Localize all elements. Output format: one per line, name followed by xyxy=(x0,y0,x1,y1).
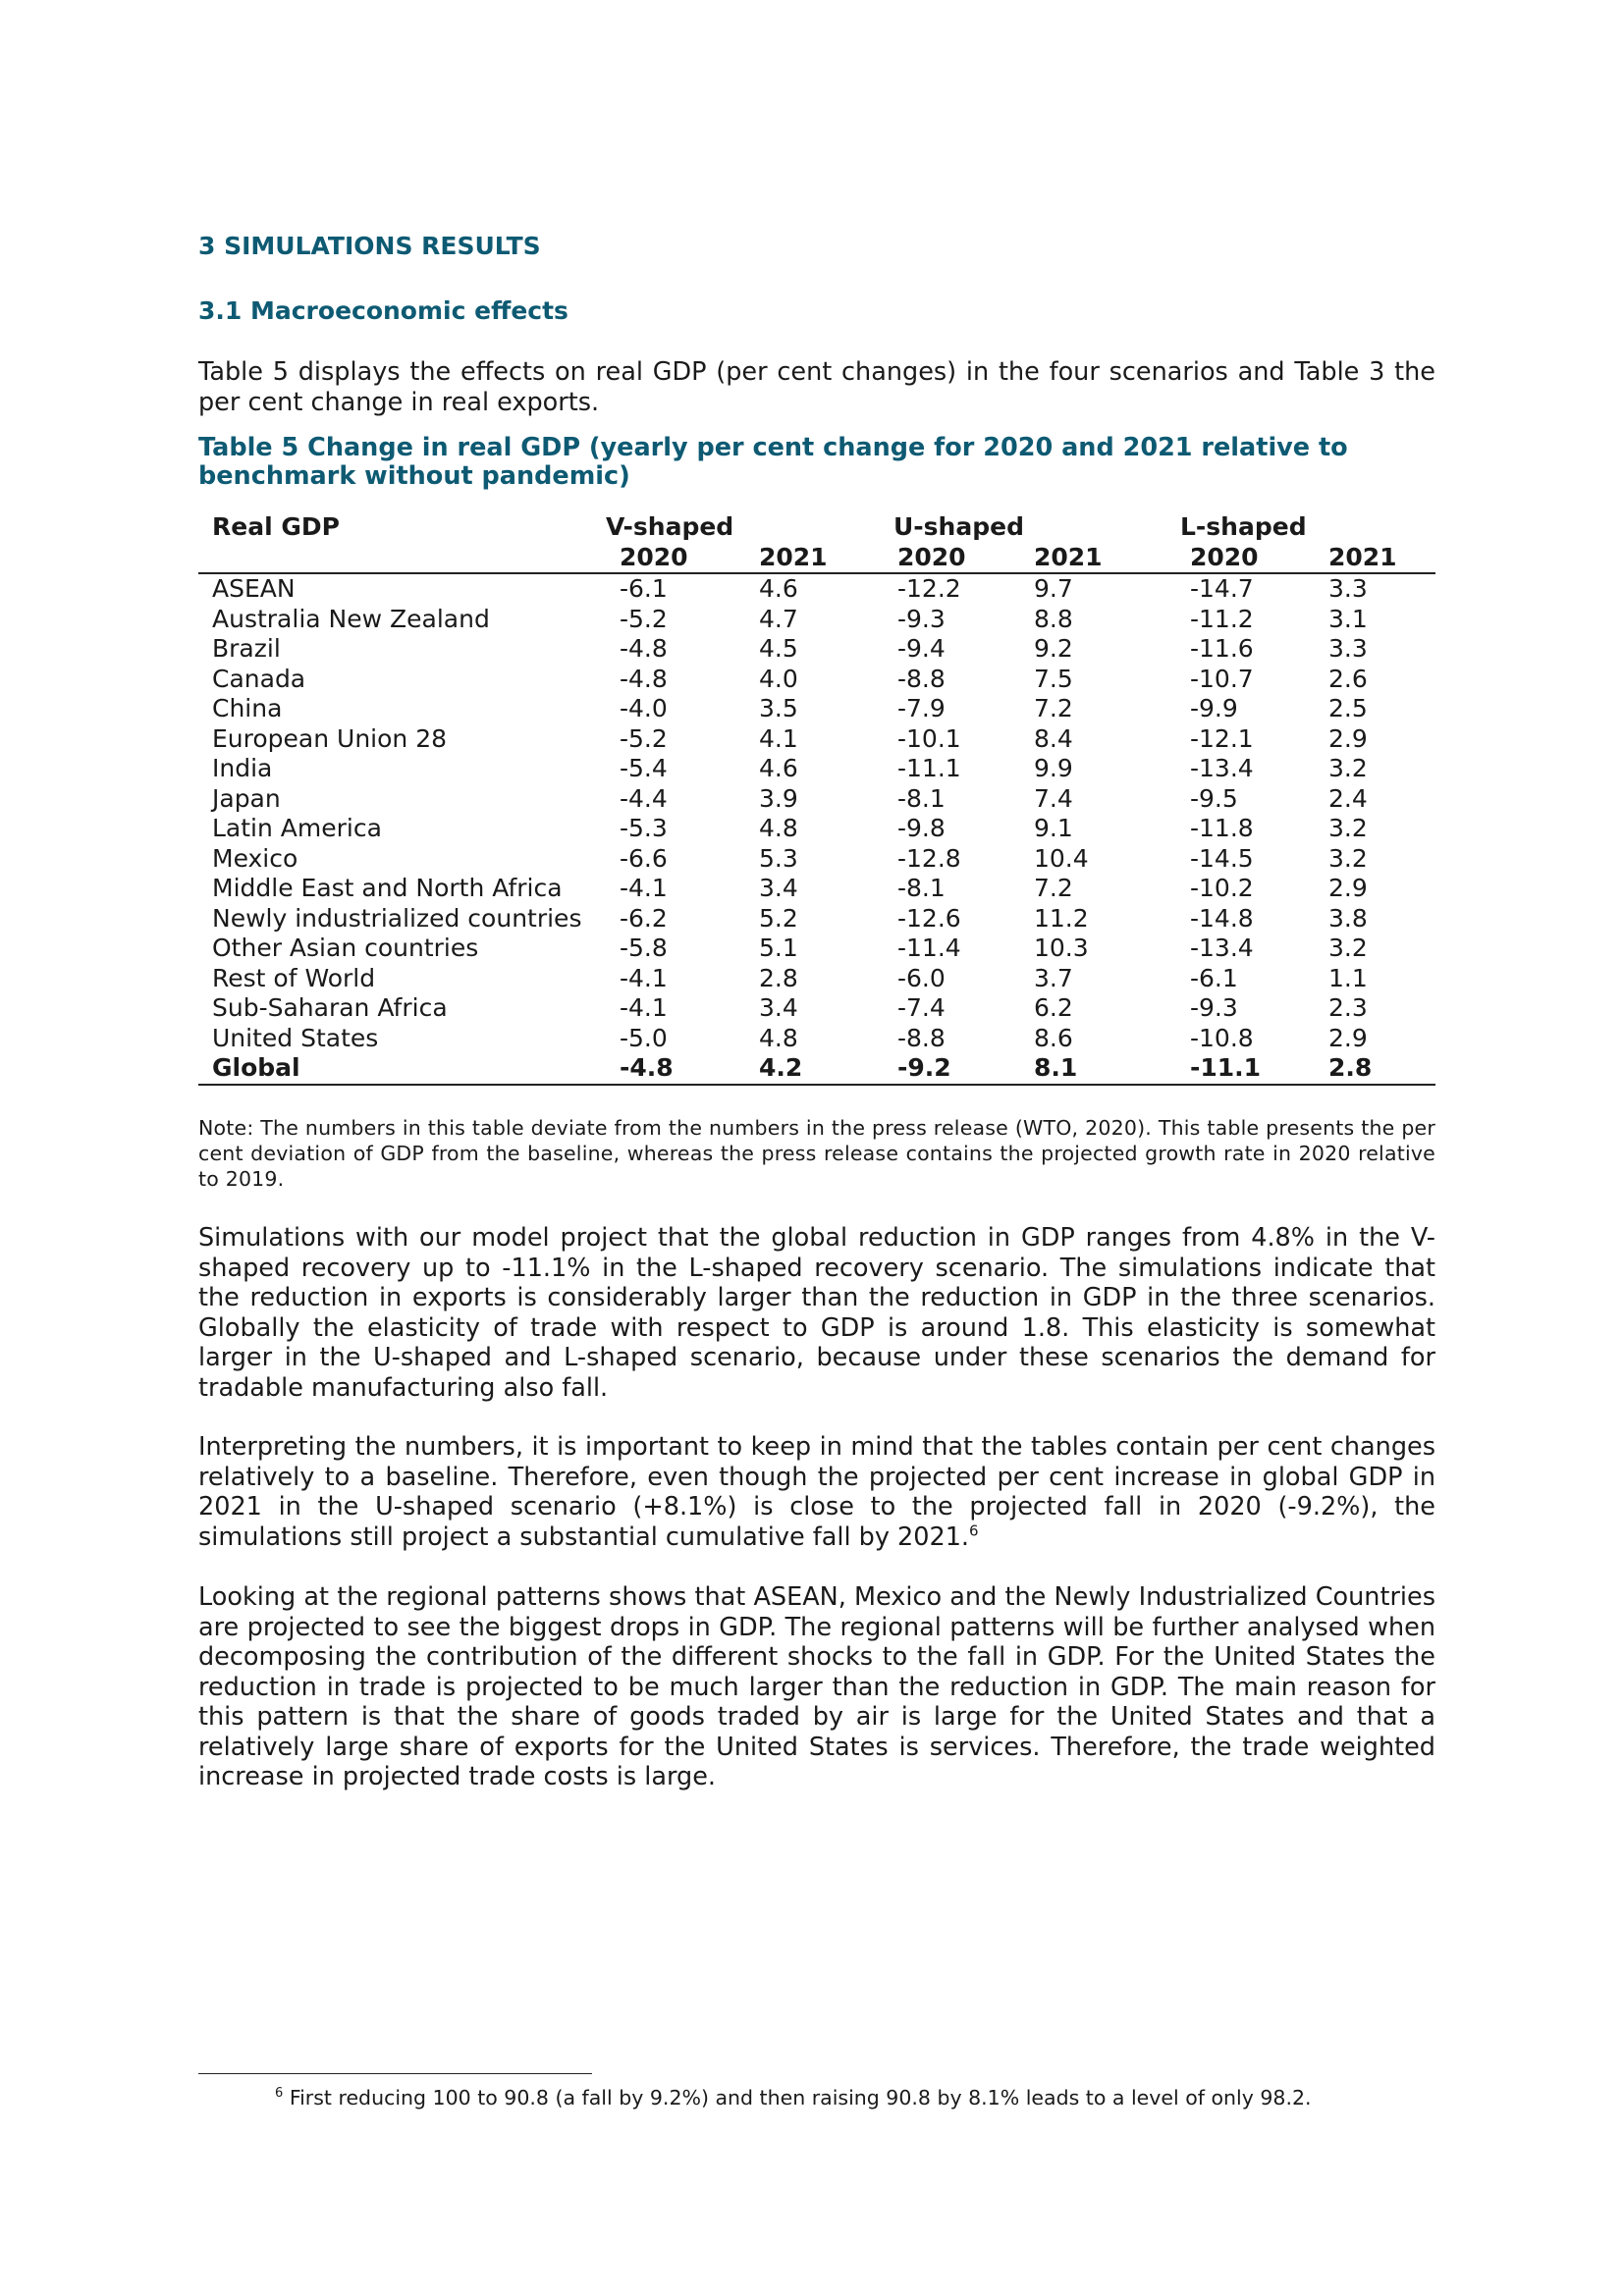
value-cell: 10.4 xyxy=(1034,843,1089,873)
table-row xyxy=(198,784,1435,815)
table-row xyxy=(198,934,1435,964)
value-cell: -9.3 xyxy=(1190,993,1238,1022)
table-row xyxy=(198,874,1435,904)
region-cell: Rest of World xyxy=(212,963,376,992)
value-cell: -7.4 xyxy=(897,993,946,1022)
table-row xyxy=(198,665,1435,695)
table-body xyxy=(198,573,1435,1085)
scenario-l-shaped: L-shaped xyxy=(1180,512,1307,541)
value-cell: -5.2 xyxy=(620,604,668,633)
year-header: 2021 xyxy=(1325,543,1435,574)
table-row xyxy=(198,1024,1435,1054)
table-header-scenarios xyxy=(198,512,1435,543)
value-cell: 7.5 xyxy=(1034,664,1073,693)
value-cell: 8.6 xyxy=(1034,1023,1073,1052)
value-cell: -7.9 xyxy=(897,694,946,722)
value-cell: 3.5 xyxy=(759,694,798,722)
table-header-years xyxy=(198,543,1435,574)
value-cell: -5.0 xyxy=(620,1023,668,1052)
value-cell: 9.7 xyxy=(1034,574,1073,603)
value-cell: -6.1 xyxy=(1190,963,1238,992)
value-cell: -9.4 xyxy=(897,634,946,663)
value-cell: -5.4 xyxy=(620,754,668,782)
value-cell: -12.2 xyxy=(897,574,961,603)
value-cell: -11.8 xyxy=(1190,814,1254,842)
value-cell: -11.2 xyxy=(1190,604,1254,633)
value-cell: 3.1 xyxy=(1328,604,1368,633)
value-cell: -13.4 xyxy=(1190,754,1254,782)
subsection-heading: 3.1 Macroeconomic effects xyxy=(198,296,568,325)
value-cell: 4.6 xyxy=(759,754,798,782)
value-cell: 3.2 xyxy=(1328,934,1368,962)
table-row xyxy=(198,993,1435,1024)
value-cell: 7.2 xyxy=(1034,874,1073,902)
table-row xyxy=(198,754,1435,784)
intro-paragraph: Table 5 displays the effects on real GDP (per cent changes) in the four scenarios and Table 3 the per cent change in real exports. xyxy=(198,357,1435,417)
region-cell: ASEAN xyxy=(212,574,296,603)
region-cell: European Union 28 xyxy=(212,723,448,753)
table-row xyxy=(198,634,1435,665)
value-cell: 2.5 xyxy=(1328,694,1368,722)
value-cell: -6.6 xyxy=(620,843,668,873)
value-cell: -4.1 xyxy=(620,963,668,992)
value-cell: 2.6 xyxy=(1328,664,1368,693)
value-cell: 4.5 xyxy=(759,634,798,663)
value-cell: -12.8 xyxy=(897,843,961,873)
region-cell: Other Asian countries xyxy=(212,934,479,962)
value-cell: 4.8 xyxy=(759,1023,798,1052)
footnote-reference[interactable]: 6 xyxy=(969,1522,979,1539)
value-cell: 4.2 xyxy=(753,1053,893,1085)
value-cell: -5.3 xyxy=(620,814,668,842)
value-cell: 4.7 xyxy=(759,604,798,633)
table-row xyxy=(198,964,1435,994)
year-header: 2020 xyxy=(1180,543,1325,574)
value-cell: -8.1 xyxy=(897,783,946,813)
value-cell: 4.1 xyxy=(759,723,798,753)
body-paragraph: Simulations with our model project that the global reduction in GDP ranges from 4.8% in the V-shaped recovery up to -11.1% in the L-shaped recovery scenario. The simulations indicate that the reduction in exports is considerably larger than the reduction in GDP in the three scenarios. Globally the elasticity of trade with respect to GDP is around 1.8. This elasticity is somewhat larger in the U-shaped and L-shaped scenario, because under these scenarios the demand for tradable manufacturing also fall. xyxy=(198,1223,1435,1403)
value-cell: 7.2 xyxy=(1034,694,1073,722)
value-cell: 3.7 xyxy=(1034,963,1073,992)
value-cell: 2.4 xyxy=(1328,783,1368,813)
scenario-v-shaped: V-shaped xyxy=(606,512,734,541)
value-cell: 11.2 xyxy=(1034,903,1089,933)
value-cell: -11.1 xyxy=(1180,1053,1325,1085)
table-row xyxy=(198,814,1435,844)
table-row xyxy=(198,694,1435,724)
value-cell: -14.7 xyxy=(1190,574,1254,603)
value-cell: 9.2 xyxy=(1034,634,1073,663)
value-cell: -6.1 xyxy=(620,574,668,603)
value-cell: -5.2 xyxy=(620,723,668,753)
table-row xyxy=(198,724,1435,755)
table-row xyxy=(198,605,1435,635)
value-cell: 2.3 xyxy=(1328,993,1368,1022)
gdp-table xyxy=(198,512,1435,1086)
value-cell: -12.1 xyxy=(1190,723,1254,753)
table-row xyxy=(198,904,1435,934)
value-cell: -8.1 xyxy=(897,874,946,902)
value-cell: 4.0 xyxy=(759,664,798,693)
value-cell: -4.4 xyxy=(620,783,668,813)
value-cell: 7.4 xyxy=(1034,783,1073,813)
value-cell: 3.3 xyxy=(1328,634,1368,663)
value-cell: 8.8 xyxy=(1034,604,1073,633)
value-cell: 4.8 xyxy=(759,814,798,842)
value-cell: 4.6 xyxy=(759,574,798,603)
value-cell: 2.8 xyxy=(1325,1053,1435,1085)
value-cell: 2.8 xyxy=(759,963,798,992)
region-cell: Australia New Zealand xyxy=(212,604,490,633)
row-header-label: Real GDP xyxy=(212,512,340,541)
region-cell: United States xyxy=(212,1023,379,1052)
value-cell: 8.4 xyxy=(1034,723,1073,753)
value-cell: -4.1 xyxy=(620,993,668,1022)
year-header-spacer xyxy=(198,543,606,574)
year-header: 2021 xyxy=(753,543,893,574)
value-cell: -11.6 xyxy=(1190,634,1254,663)
value-cell: 1.1 xyxy=(1328,963,1368,992)
value-cell: 3.4 xyxy=(759,874,798,902)
value-cell: 5.1 xyxy=(759,934,798,962)
value-cell: 3.9 xyxy=(759,783,798,813)
value-cell: 2.9 xyxy=(1328,1023,1368,1052)
value-cell: -11.4 xyxy=(897,934,961,962)
value-cell: -10.2 xyxy=(1190,874,1254,902)
value-cell: -8.8 xyxy=(897,664,946,693)
value-cell: 3.2 xyxy=(1328,814,1368,842)
value-cell: 3.8 xyxy=(1328,903,1368,933)
region-cell: Canada xyxy=(212,664,306,693)
paragraph-text: Interpreting the numbers, it is important to keep in mind that the tables contain per cent changes relatively to a baseline. Therefore, even though the projected per cent increase in global GDP in 2021 in the U-shaped scenario (+8.1%) is close to the projected fall in 2020 (-9.2%), the simulations still project a substantial cumulative fall by 2021. xyxy=(198,1432,1435,1552)
region-cell: Middle East and North Africa xyxy=(212,874,563,902)
value-cell: -10.1 xyxy=(897,723,961,753)
value-cell: -4.8 xyxy=(620,634,668,663)
body-paragraph xyxy=(198,1432,1435,1552)
value-cell: -13.4 xyxy=(1190,934,1254,962)
value-cell: -4.8 xyxy=(620,664,668,693)
value-cell: 9.1 xyxy=(1034,814,1073,842)
year-header: 2020 xyxy=(606,543,753,574)
table-row xyxy=(198,573,1435,605)
value-cell: -10.7 xyxy=(1190,664,1254,693)
value-cell: 2.9 xyxy=(1328,874,1368,902)
footnote xyxy=(275,2085,1443,2110)
year-header: 2020 xyxy=(893,543,1030,574)
table-row xyxy=(198,844,1435,875)
value-cell: -10.8 xyxy=(1190,1023,1254,1052)
value-cell: 3.3 xyxy=(1328,574,1368,603)
value-cell: 3.4 xyxy=(759,993,798,1022)
region-cell: China xyxy=(212,694,283,722)
value-cell: 3.2 xyxy=(1328,843,1368,873)
value-cell: 10.3 xyxy=(1034,934,1089,962)
value-cell: 2.9 xyxy=(1328,723,1368,753)
value-cell: -9.2 xyxy=(893,1053,1030,1085)
region-cell: Mexico xyxy=(212,843,298,873)
value-cell: -14.5 xyxy=(1190,843,1254,873)
region-cell: Newly industrialized countries xyxy=(212,903,582,933)
value-cell: -11.1 xyxy=(897,754,961,782)
value-cell: -9.9 xyxy=(1190,694,1238,722)
value-cell: 5.3 xyxy=(759,843,798,873)
value-cell: 5.2 xyxy=(759,903,798,933)
value-cell: -6.2 xyxy=(620,903,668,933)
value-cell: -9.5 xyxy=(1190,783,1238,813)
value-cell: -9.3 xyxy=(897,604,946,633)
value-cell: -6.0 xyxy=(897,963,946,992)
value-cell: -12.6 xyxy=(897,903,961,933)
footnote-separator xyxy=(198,2073,592,2074)
body-paragraph: Looking at the regional patterns shows that ASEAN, Mexico and the Newly Industrialized Countries are projected to see the biggest drops in GDP. The regional patterns will be further analysed when decomposing the contribution of the different shocks to the fall in GDP. For the United States the reduction in trade is projected to be much larger than the reduction in GDP. The main reason for this pattern is that the share of goods traded by air is large for the United States and that a relatively large share of exports for the United States is services. Therefore, the trade weighted increase in projected trade costs is large. xyxy=(198,1582,1435,1791)
value-cell: -8.8 xyxy=(897,1023,946,1052)
region-cell: Global xyxy=(198,1053,606,1085)
value-cell: 3.2 xyxy=(1328,754,1368,782)
footnote-number: 6 xyxy=(275,2086,284,2102)
year-header: 2021 xyxy=(1030,543,1180,574)
region-cell: Sub-Saharan Africa xyxy=(212,993,448,1022)
region-cell: Japan xyxy=(212,783,281,813)
value-cell: -4.8 xyxy=(606,1053,753,1085)
value-cell: -4.1 xyxy=(620,874,668,902)
value-cell: -5.8 xyxy=(620,934,668,962)
value-cell: 9.9 xyxy=(1034,754,1073,782)
section-heading: 3 SIMULATIONS RESULTS xyxy=(198,232,541,260)
region-cell: Brazil xyxy=(212,634,281,663)
footnote-text: First reducing 100 to 90.8 (a fall by 9.2%) and then raising 90.8 by 8.1% leads to a level of only 98.2. xyxy=(289,2086,1312,2109)
value-cell: -9.8 xyxy=(897,814,946,842)
scenario-u-shaped: U-shaped xyxy=(893,512,1024,541)
value-cell: -14.8 xyxy=(1190,903,1254,933)
table-caption: Table 5 Change in real GDP (yearly per cent change for 2020 and 2021 relative to benchmark without pandemic) xyxy=(198,433,1348,491)
table-row-global xyxy=(198,1053,1435,1085)
value-cell: -4.0 xyxy=(620,694,668,722)
value-cell: 8.1 xyxy=(1030,1053,1180,1085)
region-cell: India xyxy=(212,754,273,782)
table-note: Note: The numbers in this table deviate from the numbers in the press release (WTO, 2020). This table presents the per cent deviation of GDP from the baseline, whereas the press release contains the projected growth rate in 2020 relative to 2019. xyxy=(198,1116,1435,1191)
value-cell: 6.2 xyxy=(1034,993,1073,1022)
region-cell: Latin America xyxy=(212,814,382,842)
